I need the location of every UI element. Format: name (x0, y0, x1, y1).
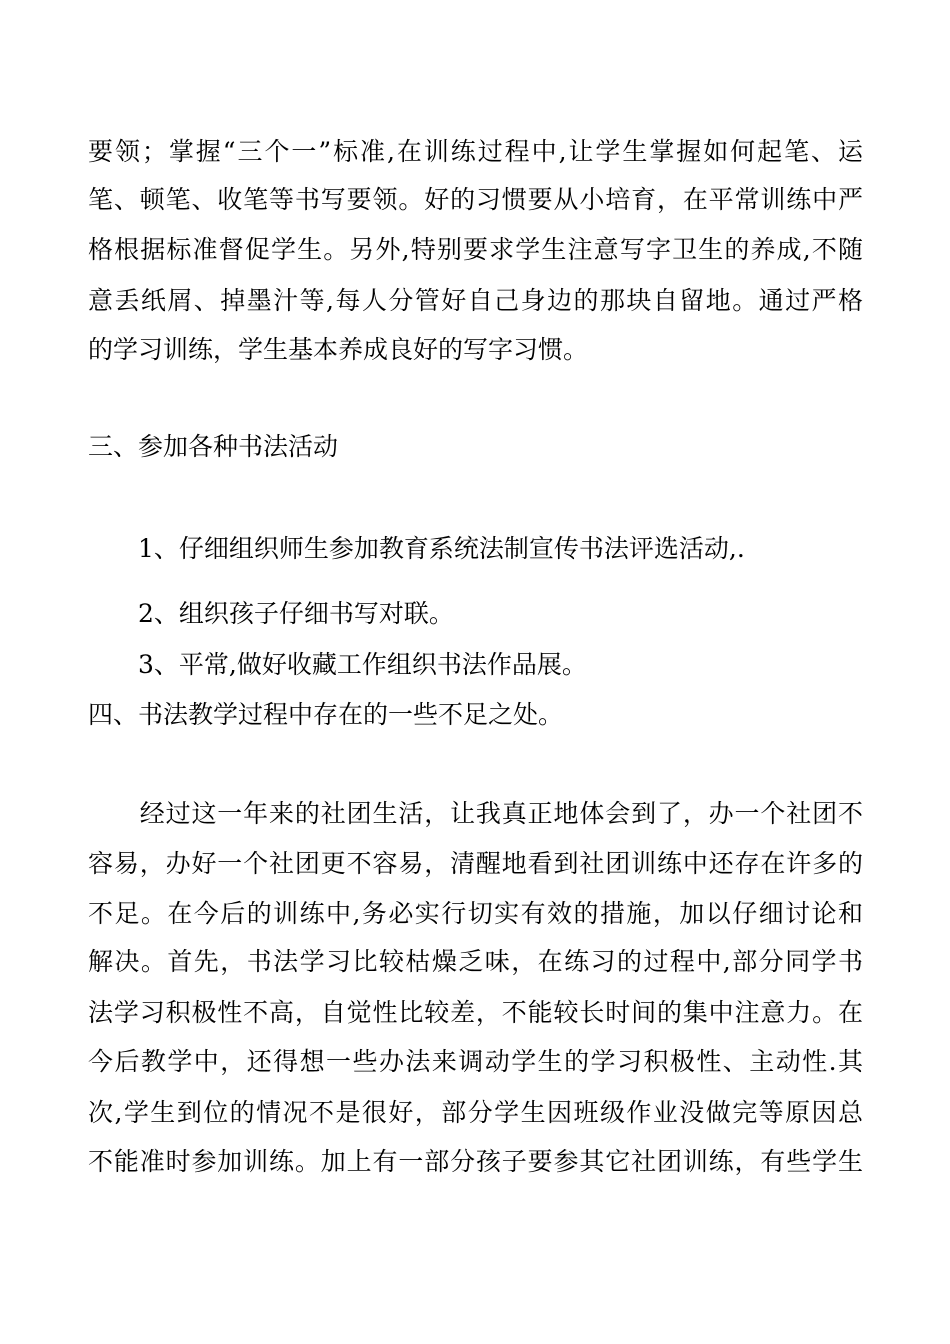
text-line: 经过这一年来的社团生活，让我真正地体会到了，办一个社团不 (88, 799, 863, 828)
text-line: 解决。首先，书法学习比较枯燥乏味，在练习的过程中,部分同学书 (88, 947, 863, 976)
text-line: 意丢纸屑、掉墨汁等,每人分管好自己身边的那块自留地。通过严格 (88, 286, 863, 315)
text-line: 不足。在今后的训练中,务必实行切实有效的措施，加以仔细讨论和 (88, 899, 863, 928)
text-line: 不能准时参加训练。加上有一部分孩子要参其它社团训练，有些学生 (88, 1147, 863, 1176)
text-line: 的学习训练，学生基本养成良好的写字习惯。 (88, 335, 589, 364)
text-line: 要领；掌握“三个一”标准,在训练过程中,让学生掌握如何起笔、运 (88, 137, 863, 166)
text-line: 今后教学中，还得想一些办法来调动学生的学习积极性、主动性.其 (88, 1047, 863, 1076)
list-item: 1、仔细组织师生参加教育系统法制宣传书法评选活动,. (138, 534, 745, 563)
text-line: 笔、顿笔、收笔等书写要领。好的习惯要从小培育，在平常训练中严 (88, 185, 863, 214)
text-line: 格根据标准督促学生。另外,特别要求学生注意写字卫生的养成,不随 (88, 235, 863, 264)
text-line: 次,学生到位的情况不是很好，部分学生因班级作业没做完等原因总 (88, 1098, 863, 1127)
text-line: 法学习积极性不高，自觉性比较差，不能较长时间的集中注意力。在 (88, 998, 863, 1027)
section-heading-shortcomings: 四、书法教学过程中存在的一些不足之处。 (88, 700, 564, 729)
text-line: 容易，办好一个社团更不容易，清醒地看到社团训练中还存在许多的 (88, 849, 863, 878)
section-heading-activities: 三、参加各种书法活动 (88, 432, 339, 461)
list-item: 2、组织孩子仔细书写对联。 (138, 599, 454, 628)
list-item: 3、平常,做好收藏工作组织书法作品展。 (138, 650, 587, 679)
